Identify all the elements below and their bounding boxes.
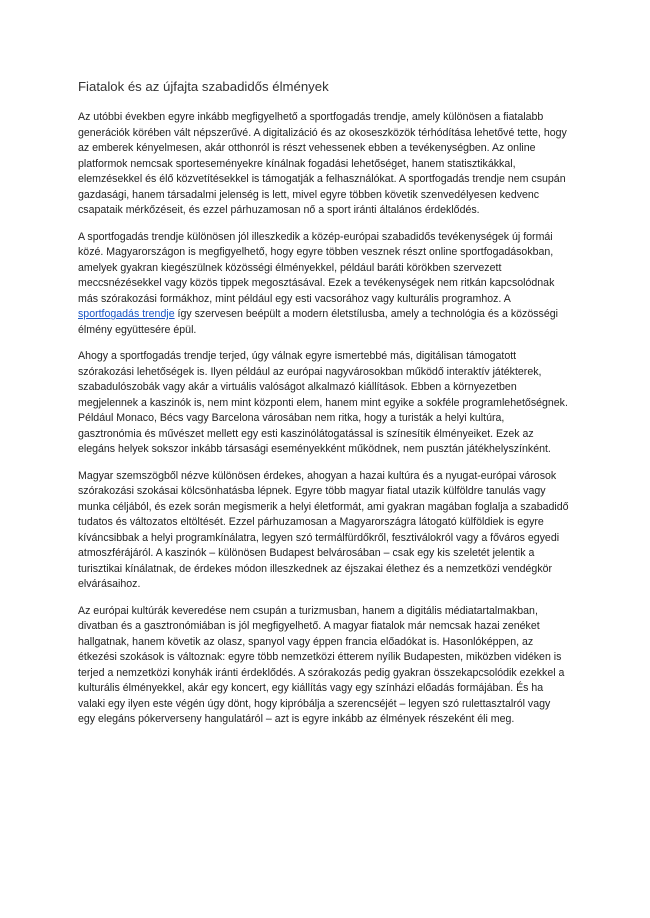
paragraph-2-before: A sportfogadás trendje különösen jól illeszkedik a közép-európai szabadidős tevékenységek új formái közé. Magyarországon is megfigyelhető, hogy egyre többen vesznek részt online sportfogadásokban, amelyek gyakran kiegészülnek közösségi élményekkel, például baráti körökben szervezett meccsnézésekkel vagy közös tippek megosztásával. Ezek a tevékenységek nem ritkán kapcsolódnak más szórakozási formákhoz, mint például egy esti vacsorához vagy kulturális programhoz. A [78,230,555,305]
sportfogadas-trendje-link[interactable]: sportfogadás trendje [78,308,175,320]
paragraph-3: Ahogy a sportfogadás trendje terjed, úgy válnak egyre ismertebbé más, digitálisan támogatott szórakozási lehetőségek is. Ilyen például az európai nagyvárosokban működő interaktív játékterek, szabadulószobák vagy akár a virtuális valóságot alkalmazó kiállítások. Ebben a környezetben megjelennek a kaszinók is, nem mint központi elem, hanem mint egyike a sokféle programlehetőségnek. Például Monaco, Bécs vagy Barcelona városában nem ritka, hogy a turisták a helyi kultúra, gasztronómia és művészet mellett egy esti kaszinólátogatással is színesítik élményeiket. Ezek az elegáns helyek sokszor inkább társasági eseményekként működnek, nem pusztán játékhelyszínként. [78,350,568,455]
paragraph-2-after: így szervesen beépült a modern életstílusba, amely a technológia és a közösségi élmény együttesére épül. [78,308,558,336]
document-title: Fiatalok és az újfajta szabadidős élmények [78,79,329,94]
paragraph-4: Magyar szemszögből nézve különösen érdekes, ahogyan a hazai kultúra és a nyugat-európai városok szórakozási szokásai kölcsönhatásba lépnek. Egyre több magyar fiatal utazik külföldre tanulás vagy munka céljából, és ezek során megismerik a helyi életformát, ami gyakran magában foglalja a szabadidő tudatos és változatos eltöltését. Ezzel párhuzamosan a Magyarországra látogató külföldiek is egyre kíváncsibbak a helyi programkínálatra, legyen szó termálfürdőkről, fesztiválokról vagy a főváros egyedi atmoszférájáról. A kaszinók – különösen Budapest belvárosában – csak egy kis szeletét jelentik a turisztikai kínálatnak, de érdekes módon illeszkednek az éjszakai élethez és a nemzetközi vendégkör elvárásaihoz. [78,469,569,590]
document-body [78,78,570,739]
paragraph-2 [78,230,570,339]
paragraph-5: Az európai kultúrák keveredése nem csupán a turizmusban, hanem a digitális médiatartalmakban, divatban és a gasztronómiában is jól megfigyelhető. A magyar fiatalok már nemcsak hazai zenéket hallgatnak, hanem követik az olasz, spanyol vagy éppen francia előadókat is. Hasonlóképpen, az étkezési szokások is változnak: egyre több nemzetközi étterem nyílik Budapesten, miközben vidéken is terjed a nemzetközi konyhák iránti érdeklődés. A szórakozás pedig gyakran összekapcsolódik ezekkel a kulturális élményekkel, akár egy koncert, egy kiállítás vagy egy színházi előadás formájában. És ha valaki egy ilyen este végén úgy dönt, hogy kipróbálja a szerencséjét – legyen szó rulettasztalról vagy egy elegáns pókerverseny hangulatáról – azt is egyre inkább az élmények részeként éli meg. [78,604,565,725]
paragraph-1: Az utóbbi években egyre inkább megfigyelhető a sportfogadás trendje, amely különösen a fiatalabb generációk körében vált népszerűvé. A digitalizáció és az okoseszközök térhódítása lehetővé tette, hogy az emberek kényelmesen, akár otthonról is részt vehessenek ebben a tevékenységben. Az online platformok nemcsak sporteseményekre kínálnak fogadási lehetőséget, hanem statisztikákkal, elemzésekkel és élő közvetítésekkel is támogatják a felhasználókat. A sportfogadás trendje nem csupán gazdasági, hanem társadalmi jelenség is lett, mivel egyre többen követik szenvedélyesen kedvenc csapataik mérkőzéseit, és ezzel párhuzamosan nő a sport iránti általános érdeklődés. [78,111,567,216]
